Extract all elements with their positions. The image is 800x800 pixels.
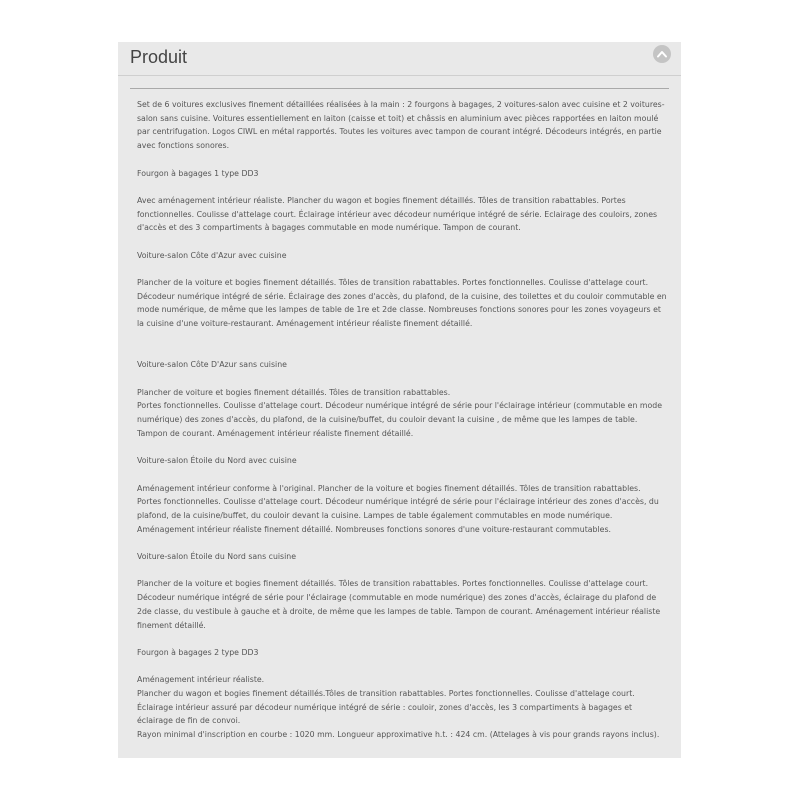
section-heading: Voiture-salon Étoile du Nord sans cuisine bbox=[137, 552, 297, 562]
panel-header[interactable] bbox=[118, 42, 681, 76]
paragraph-line: Aménagement intérieur réaliste. bbox=[137, 675, 265, 685]
product-description bbox=[137, 98, 667, 742]
section-heading: Voiture-salon Étoile du Nord avec cuisine bbox=[137, 456, 297, 466]
section-heading: Voiture-salon Côte d'Azur avec cuisine bbox=[137, 250, 287, 260]
paragraph-line: Tampon de courant. Aménagement intérieur réaliste finement détaillé. bbox=[137, 428, 414, 438]
panel-title: Produit bbox=[130, 47, 188, 67]
section-paragraph: Aménagement intérieur conforme à l'original. Plancher de la voiture et bogies finement détaillés. Tôles de transition rabattables. Portes fonctionnelles. Coulisse d'attelage court. Décodeur numérique intégré de série pour l'éclairage intérieur des zones d'accès, du plafond, de la cuisine/buffet, du couloir devant la cuisine. Lampes de table également commutables en mode numérique. Aménagement intérieur réaliste finement détaillé. Nombreuses fonctions sonores d'une voiture-restaurant commutables. bbox=[137, 483, 659, 534]
paragraph-line: Plancher de voiture et bogies finement détaillés. Tôles de transition rabattables. bbox=[137, 387, 451, 397]
divider bbox=[130, 88, 669, 89]
section-paragraph: Plancher de la voiture et bogies finement détaillés. Tôles de transition rabattables. Portes fonctionnelles. Coulisse d'attelage court. Décodeur numérique intégré de série pour l'éclairage (commutable en mode numérique) des zones d'accès, éclairage du plafond de 2de classe, du vestibule à gauche et à droite, de même que les lampes de table. Tampon de courant. Aménagement intérieur réaliste finement détaillé. bbox=[137, 579, 661, 630]
section-heading: Fourgon à bagages 2 type DD3 bbox=[137, 647, 259, 657]
section-heading: Fourgon à bagages 1 type DD3 bbox=[137, 168, 259, 178]
paragraph-line: Plancher du wagon et bogies finement détaillés.Tôles de transition rabattables. Portes fonctionnelles. Coulisse d'attelage court. Éclairage intérieur assuré par décodeur numérique intégré de série : couloir, zones d'accès, les 3 compartiments à bagages et éclairage de fin de convoi. bbox=[137, 689, 635, 726]
chevron-up-icon bbox=[657, 50, 667, 58]
paragraph-line: Portes fonctionnelles. Coulisse d'attelage court. Décodeur numérique intégré de série pour l'éclairage intérieur (commutable en mode numérique) des zones d'accès, du plafond, de la cuisine/buffet, du couloir devant la cuisine , de même que les lampes de table. bbox=[137, 401, 663, 425]
section-paragraph bbox=[137, 386, 667, 441]
section-paragraph: Avec aménagement intérieur réaliste. Plancher du wagon et bogies finement détaillés. Tôles de transition rabattables. Portes fonctionnelles. Coulisse d'attelage court. Éclairage intérieur avec décodeur numérique intégré de série. Eclairage des couloirs, zones d'accès et des 3 compartiments à bagages commutable en mode numérique. Tampon de courant. bbox=[137, 195, 658, 233]
section-heading: Voiture-salon Côte D'Azur sans cuisine bbox=[137, 360, 287, 370]
paragraph-line: Rayon minimal d'inscription en courbe : 1020 mm. Longueur approximative h.t. : 424 cm. (Attelages à vis pour grands rayons inclus). bbox=[137, 730, 660, 740]
section-paragraph bbox=[137, 673, 667, 742]
collapse-button[interactable] bbox=[653, 45, 671, 63]
intro-paragraph: Set de 6 voitures exclusives finement détaillées réalisées à la main : 2 fourgons à bagages, 2 voitures-salon avec cuisine et 2 voitures-salon sans cuisine. Voitures essentiellement en laiton (caisse et toit) et châssis en aluminium avec pièces rapportées en laiton moulé par centrifugation. Logos CIWL en métal rapportés. Toutes les voitures avec tampon de courant intégré. Décodeurs intégrés, en partie avec fonctions sonores. bbox=[137, 100, 665, 151]
product-panel bbox=[118, 42, 681, 758]
section-paragraph: Plancher de la voiture et bogies finement détaillés. Tôles de transition rabattables. Portes fonctionnelles. Coulisse d'attelage court. Décodeur numérique intégré de série. Éclairage des zones d'accès, du plafond, de la cuisine, des toilettes et du couloir commutable en mode numérique, de même que les lampes de table de 1re et 2de classe. Nombreuses fonctions sonores pour les zones voyageurs et la cuisine d'une voiture-restaurant. Aménagement intérieur réaliste finement détaillé. bbox=[137, 278, 667, 329]
